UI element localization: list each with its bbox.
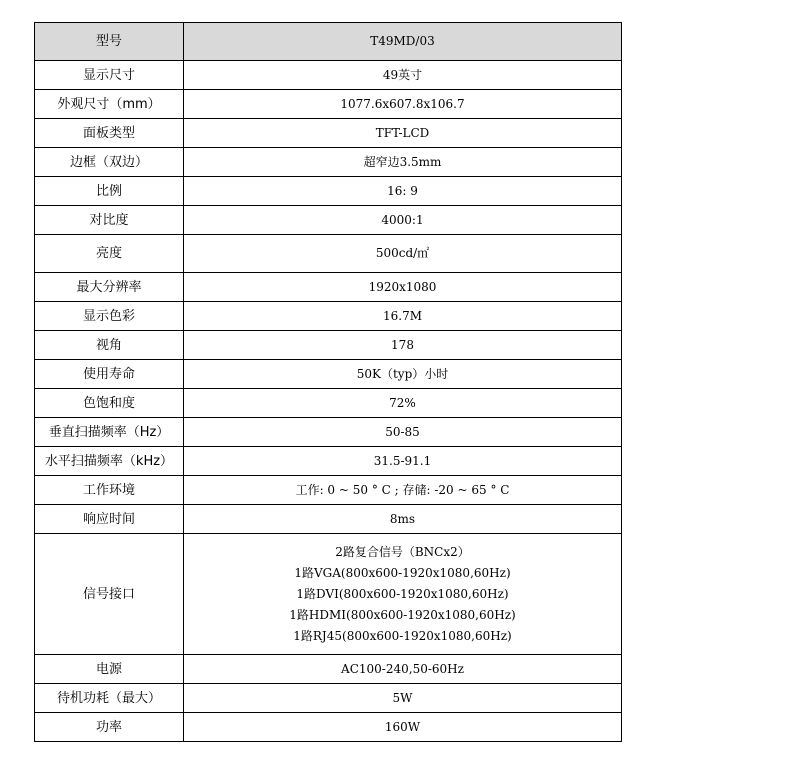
table-row [35,148,622,177]
row-label: 视角 [35,331,184,360]
row-label: 外观尺寸（mm） [35,90,184,119]
table-row [35,273,622,302]
row-label: 功率 [35,713,184,742]
table-row [35,177,622,206]
signal-line: 1路VGA(800x600-1920x1080,60Hz) [294,565,511,580]
table-row [35,418,622,447]
table-row [35,61,622,90]
row-value: 160W [184,713,622,742]
row-label: 最大分辨率 [35,273,184,302]
row-value: 工作: 0 ~ 50 ° C ; 存储: -20 ~ 65 ° C [184,476,622,505]
row-value: 50K（typ）小时 [184,360,622,389]
signal-value [184,534,622,655]
row-value: 1920x1080 [184,273,622,302]
table-row [35,206,622,235]
table-row [35,447,622,476]
row-value: 16: 9 [184,177,622,206]
row-label: 响应时间 [35,505,184,534]
row-label: 显示尺寸 [35,61,184,90]
table-row [35,331,622,360]
table-header-row [35,23,622,61]
row-label: 亮度 [35,235,184,273]
row-value: TFT-LCD [184,119,622,148]
row-value: 16.7M [184,302,622,331]
signal-line: 2路复合信号（BNCx2） [335,544,470,559]
table-row [35,534,622,655]
row-label: 边框（双边） [35,148,184,177]
signal-line: 1路RJ45(800x600-1920x1080,60Hz) [293,628,512,643]
row-value: 5W [184,684,622,713]
row-value: 4000:1 [184,206,622,235]
row-value: 178 [184,331,622,360]
spec-table [34,22,622,742]
header-value: T49MD/03 [184,23,622,61]
table-row [35,90,622,119]
row-value: 超窄边3.5mm [184,148,622,177]
row-label: 对比度 [35,206,184,235]
row-label: 比例 [35,177,184,206]
row-label: 待机功耗（最大） [35,684,184,713]
table-row [35,235,622,273]
row-label: 工作环境 [35,476,184,505]
row-value: 49英寸 [184,61,622,90]
table-row [35,476,622,505]
row-label: 水平扫描频率（kHz） [35,447,184,476]
table-row [35,302,622,331]
table-row [35,655,622,684]
table-row [35,389,622,418]
table-row [35,360,622,389]
row-value: AC100-240,50-60Hz [184,655,622,684]
row-value: 31.5-91.1 [184,447,622,476]
row-label: 显示色彩 [35,302,184,331]
table-row [35,119,622,148]
row-value: 72% [184,389,622,418]
row-value: 8ms [184,505,622,534]
signal-label: 信号接口 [35,534,184,655]
table-row [35,713,622,742]
signal-line: 1路DVI(800x600-1920x1080,60Hz) [296,586,509,601]
row-label: 垂直扫描频率（Hz） [35,418,184,447]
signal-line: 1路HDMI(800x600-1920x1080,60Hz) [289,607,516,622]
table-row [35,505,622,534]
header-label: 型号 [35,23,184,61]
row-value: 1077.6x607.8x106.7 [184,90,622,119]
row-label: 使用寿命 [35,360,184,389]
row-label: 色饱和度 [35,389,184,418]
row-value: 500cd/㎡ [184,235,622,273]
table-row [35,684,622,713]
row-label: 面板类型 [35,119,184,148]
row-label: 电源 [35,655,184,684]
row-value: 50-85 [184,418,622,447]
